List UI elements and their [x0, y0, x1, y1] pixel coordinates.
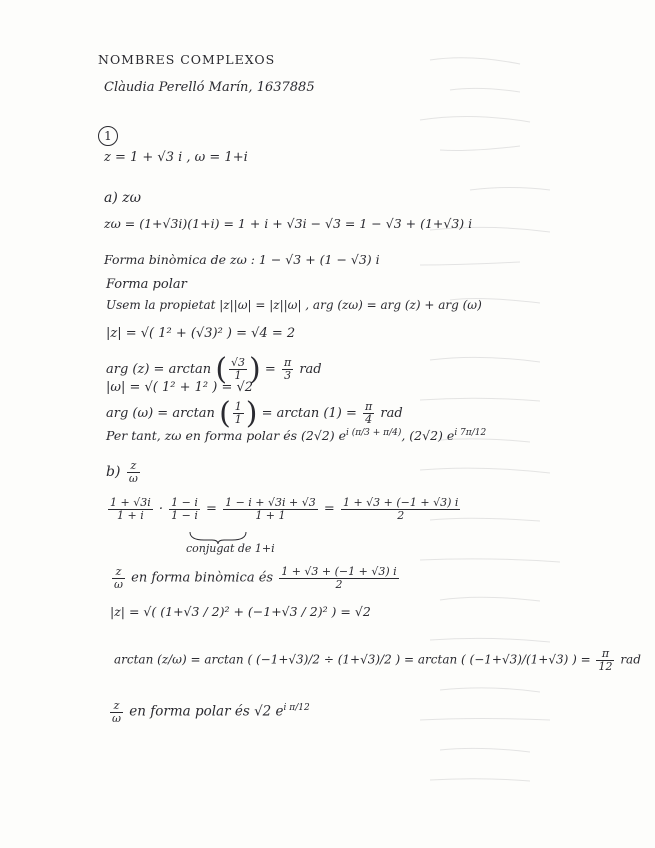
- modulus-w-line: |ω| = √( 1² + 1² ) = √2: [106, 380, 254, 395]
- part-b-label: b) $\frac{z}{\omega}$: [106, 459, 138, 485]
- conjugate-note: conjugat de 1+i: [186, 542, 275, 555]
- polar-conclusion: Per tant, zω en forma polar és (2√2) $e^{i (\pi/3 + \pi/4)}$, (2√2) $e^{i 7\pi/12}$: [106, 428, 487, 444]
- arg-z-line: arg (z) = arctan ( $\frac{√3}{1}$ ) = $\frac{\pi}{3}$ rad: [106, 352, 322, 387]
- binomial-quotient-line: $\frac{z}{\omega}$ en forma binòmica és $\frac{1 + √3 + (-1 + √3) i}{2}$: [114, 565, 397, 591]
- quotient-polar-line: $\frac{z}{\omega}$ en forma polar és √2 $e^{i \pi/12}$: [112, 699, 310, 725]
- property-line: Usem la propietat |z||ω| = |z||ω| , arg (zω) = arg (z) + arg (ω): [106, 298, 482, 312]
- product-line: zω = (1+√3i)(1+i) = 1 + i + √3i − √3 = 1 − √3 + (1+√3) i: [104, 216, 473, 231]
- exercise-definition: z = 1 + √3 i , ω = 1+i: [104, 150, 248, 165]
- arg-w-line: arg (ω) = arctan ( $\frac{1}{1}$ ) = arctan (1) = $\frac{\pi}{4}$ rad: [106, 396, 403, 431]
- exercise-number: 1: [98, 125, 118, 146]
- author-line: Clàudia Perelló Marín, 1637885: [104, 80, 315, 95]
- modulus-quotient-line: |z| = √( (1+√3 / 2)² + (−1+√3 / 2)² ) = √2: [110, 604, 371, 619]
- binomial-form-line: Forma binòmica de zω : 1 − √3 + (1 − √3) i: [104, 252, 380, 267]
- part-a-label: a) zω: [104, 190, 142, 206]
- arctan-quotient-line: arctan (z/ω) = arctan ( (−1+√3)/2 ÷ (1+√3)/2 ) = arctan ( (−1+√3)/(1+√3) ) = $\frac{\pi}{12}$ rad: [114, 647, 641, 673]
- modulus-z-line: |z| = √( 1² + (√3)² ) = √4 = 2: [106, 326, 296, 341]
- polar-form-heading: Forma polar: [106, 277, 187, 292]
- division-line: $\frac{1 + √3i}{1 + i}$ · $\frac{1 - i}{1 - i}$ = $\frac{1 - i + √3i + √3}{1 + 1}$ = $\frac{1 + √3 + (-1 + √3) i}{2}$: [110, 496, 459, 522]
- page-title: NOMBRES COMPLEXOS: [98, 52, 276, 67]
